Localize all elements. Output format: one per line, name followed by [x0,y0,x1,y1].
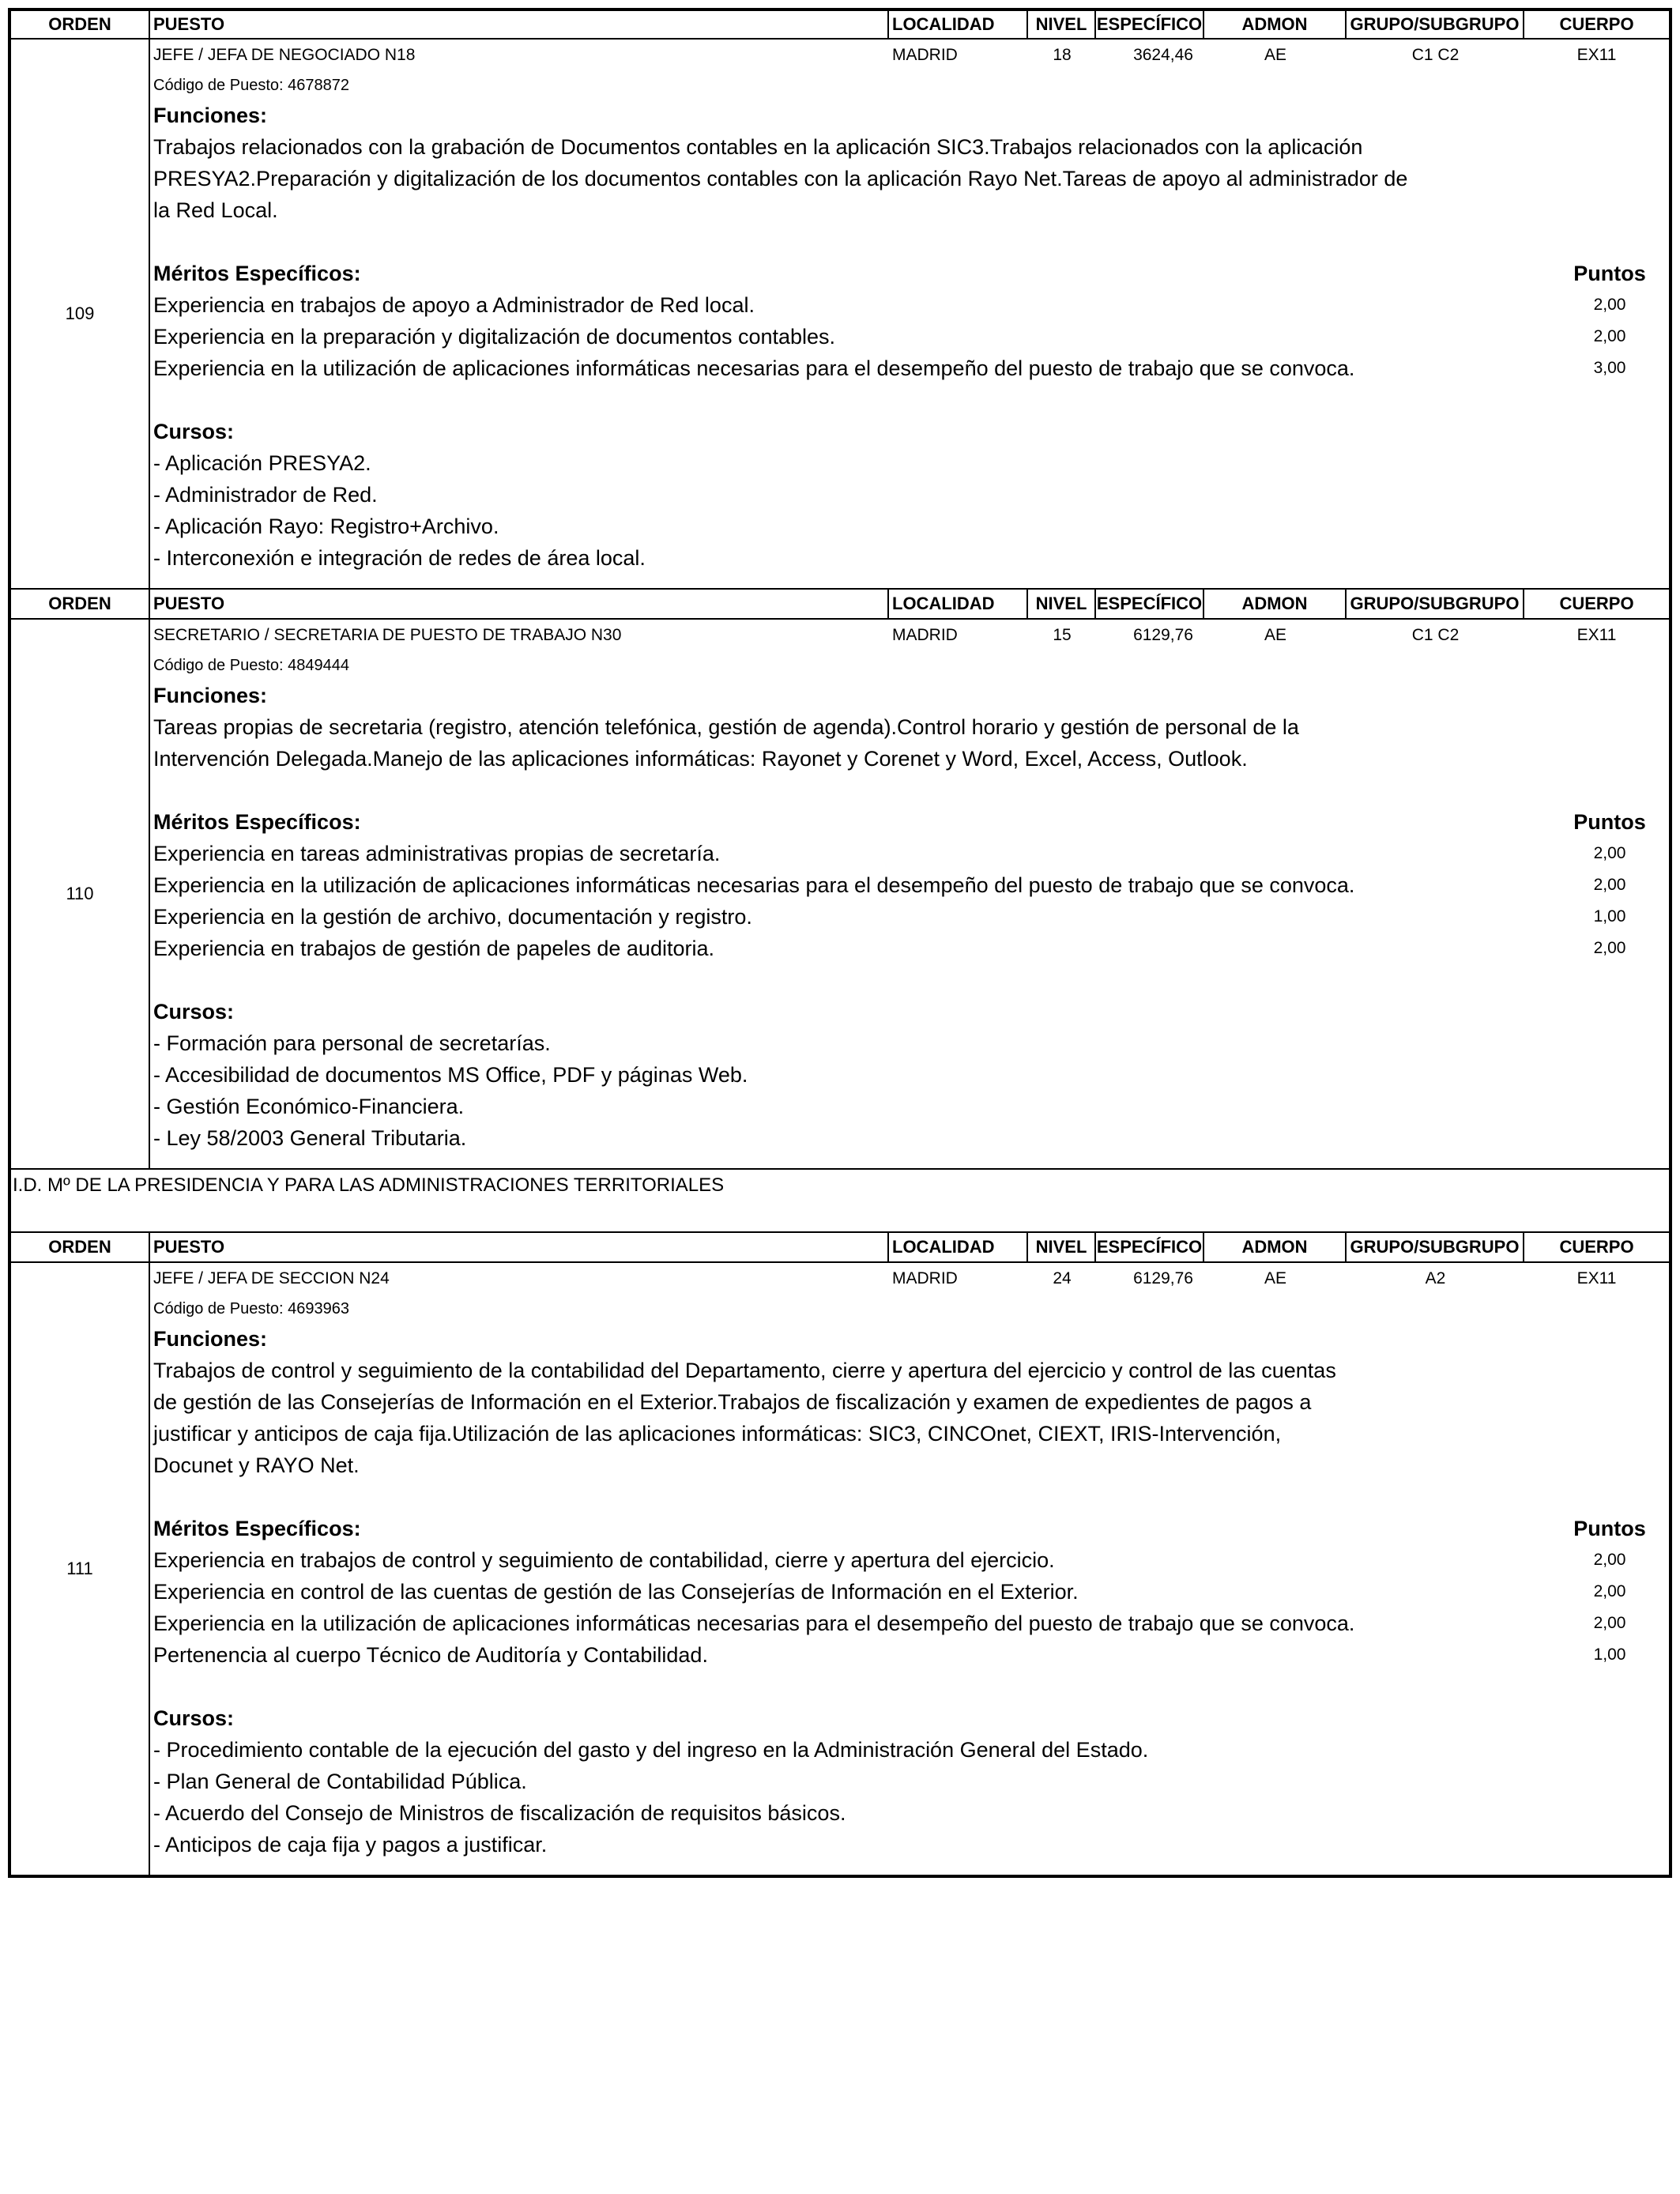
merit-item [153,1608,1669,1639]
merit-points: 2,00 [1593,876,1626,894]
meritos-label: Méritos Específicos: [153,809,361,834]
header-orden: ORDEN [11,590,150,618]
funciones-text [153,711,1512,775]
header-especifico: ESPECÍFICO [1096,11,1204,38]
funciones-label: Funciones: [153,1326,268,1351]
merit-points: 2,00 [1593,844,1626,862]
merit-points: 2,00 [1593,1551,1626,1569]
header-grupo: GRUPO/SUBGRUPO [1347,11,1524,38]
table-header [8,8,1672,40]
record-orden: 111 [11,1263,150,1875]
merit-points: 2,00 [1593,296,1626,314]
funciones-line: Trabajos relacionados con la grabación de Documentos contables en la aplicación SIC3.Trabajos relacionados con la aplicación [153,135,1363,159]
curso-item: - Gestión Económico-Financiera. [153,1094,465,1118]
curso-item: - Formación para personal de secretarías. [153,1031,551,1055]
record-codigo: Código de Puesto: 4693963 [153,1299,349,1318]
merit-points: 1,00 [1593,1646,1626,1664]
record-nivel: 15 [1053,626,1072,644]
record-codigo: Código de Puesto: 4678872 [153,76,349,94]
record-especifico: 3624,46 [1133,46,1193,64]
merit-text: Experiencia en trabajos de control y seguimiento de contabilidad, cierre y apertura del ejercicio. [153,1547,1055,1572]
header-nivel: NIVEL [1028,11,1096,38]
job-record [8,40,1672,588]
record-orden: 109 [11,40,150,588]
meritos-label: Méritos Específicos: [153,1516,361,1540]
curso-item: - Plan General de Contabilidad Pública. [153,1769,527,1793]
curso-item: - Ley 58/2003 General Tributaria. [153,1125,467,1150]
merit-points: 1,00 [1593,907,1626,925]
record-nivel: 18 [1053,46,1072,64]
merit-text: Experiencia en la utilización de aplicaciones informáticas necesarias para el desempeño del puesto de trabajo que se convoca. [153,1611,1355,1635]
header-cuerpo: CUERPO [1559,1237,1634,1257]
merit-item [153,321,1669,352]
header-orden: ORDEN [11,1233,150,1261]
header-localidad: LOCALIDAD [889,590,1028,618]
funciones-line: Docunet y RAYO Net. [153,1453,360,1477]
header-orden: ORDEN [11,11,150,38]
record-localidad: MADRID [892,1269,958,1287]
job-record [8,620,1672,1168]
header-admon: ADMON [1204,11,1347,38]
meritos-header [153,806,1669,838]
record-especifico: 6129,76 [1133,626,1193,644]
meritos-header [153,258,1669,289]
funciones-label: Funciones: [153,683,268,707]
merit-text: Experiencia en la preparación y digitalización de documentos contables. [153,324,836,349]
curso-item: - Administrador de Red. [153,482,378,507]
funciones-line: PRESYA2.Preparación y digitalización de los documentos contables con la aplicación Rayo Net.Tareas de apoyo al administrador de [153,167,1408,190]
header-nivel: NIVEL [1028,1233,1096,1261]
merit-item [153,1576,1669,1608]
funciones-line: Tareas propias de secretaria (registro, atención telefónica, gestión de agenda).Control horario y gestión de personal de la [153,715,1299,739]
curso-item: - Acuerdo del Consejo de Ministros de fiscalización de requisitos básicos. [153,1800,846,1825]
header-puesto: PUESTO [150,1233,889,1261]
table-header [8,588,1672,620]
merit-points: 2,00 [1593,1582,1626,1600]
merit-text: Experiencia en trabajos de gestión de papeles de auditoria. [153,936,714,960]
record-orden: 110 [11,620,150,1168]
header-especifico: ESPECÍFICO [1096,1233,1204,1261]
puntos-label: Puntos [1573,261,1646,285]
record-summary [153,620,1669,651]
funciones-line: la Red Local. [153,198,278,222]
record-puesto: JEFE / JEFA DE SECCION N24 [153,1269,390,1287]
record-cuerpo: EX11 [1576,626,1617,644]
header-puesto: PUESTO [150,590,889,618]
merit-points: 2,00 [1593,1614,1626,1632]
merit-points: 2,00 [1593,327,1626,345]
curso-item: - Aplicación Rayo: Registro+Archivo. [153,514,499,538]
header-admon: ADMON [1204,590,1347,618]
meritos-label: Méritos Específicos: [153,261,361,285]
header-grupo: GRUPO/SUBGRUPO [1347,590,1524,618]
cursos-label: Cursos: [153,999,235,1023]
record-nivel: 24 [1053,1269,1072,1287]
record-localidad: MADRID [892,46,958,64]
record-especifico: 6129,76 [1133,1269,1193,1287]
merit-points: 2,00 [1593,939,1626,957]
record-cuerpo: EX11 [1576,1269,1617,1287]
merit-item [153,1544,1669,1576]
header-cuerpo: CUERPO [1559,594,1634,613]
funciones-text [153,131,1512,226]
curso-item: - Aplicación PRESYA2. [153,450,371,475]
header-localidad: LOCALIDAD [889,11,1028,38]
merit-item [153,1639,1669,1671]
puntos-label: Puntos [1573,1516,1646,1540]
job-record [8,1263,1672,1875]
section-title: I.D. Mº DE LA PRESIDENCIA Y PARA LAS ADMINISTRACIONES TERRITORIALES [8,1168,1672,1231]
merit-text: Experiencia en la utilización de aplicaciones informáticas necesarias para el desempeño del puesto de trabajo que se convoca. [153,356,1355,380]
header-localidad: LOCALIDAD [889,1233,1028,1261]
funciones-line: Intervención Delegada.Manejo de las aplicaciones informáticas: Rayonet y Corenet y Word, Excel, Access, Outlook. [153,747,1248,771]
merit-item [153,352,1669,384]
merit-text: Experiencia en la utilización de aplicaciones informáticas necesarias para el desempeño del puesto de trabajo que se convoca. [153,873,1355,897]
funciones-line: justificar y anticipos de caja fija.Utilización de las aplicaciones informáticas: SIC3, CINCOnet, CIEXT, IRIS-Intervención, [153,1422,1282,1446]
table-bottom-border [8,1875,1672,1878]
document [8,8,1672,1878]
record-puesto: SECRETARIO / SECRETARIA DE PUESTO DE TRABAJO N30 [153,626,622,644]
record-summary [153,40,1669,71]
record-grupo: A2 [1425,1269,1446,1287]
merit-text: Experiencia en tareas administrativas propias de secretaría. [153,841,721,865]
cursos-label: Cursos: [153,1706,235,1730]
merit-text: Experiencia en trabajos de apoyo a Administrador de Red local. [153,292,755,317]
merit-item [153,901,1669,933]
header-grupo: GRUPO/SUBGRUPO [1347,1233,1524,1261]
curso-item: - Interconexión e integración de redes de área local. [153,545,646,570]
record-admon: AE [1264,46,1286,64]
record-grupo: C1 C2 [1411,46,1460,64]
merit-item [153,933,1669,964]
header-puesto: PUESTO [150,11,889,38]
curso-item: - Procedimiento contable de la ejecución del gasto y del ingreso en la Administración General del Estado. [153,1737,1149,1762]
header-cuerpo: CUERPO [1559,14,1634,34]
record-codigo: Código de Puesto: 4849444 [153,656,349,674]
record-summary [153,1263,1669,1295]
merit-item [153,289,1669,321]
record-admon: AE [1264,626,1286,644]
merit-item [153,838,1669,869]
funciones-text [153,1355,1512,1481]
record-grupo: C1 C2 [1411,626,1460,644]
curso-item: - Anticipos de caja fija y pagos a justificar. [153,1832,548,1857]
header-nivel: NIVEL [1028,590,1096,618]
record-cuerpo: EX11 [1576,46,1617,64]
meritos-header [153,1513,1669,1544]
puntos-label: Puntos [1573,809,1646,834]
table-header [8,1231,1672,1263]
header-especifico: ESPECÍFICO [1096,590,1204,618]
merit-item [153,869,1669,901]
merit-text: Experiencia en control de las cuentas de gestión de las Consejerías de Información en el Exterior. [153,1579,1079,1604]
merit-points: 3,00 [1593,359,1626,377]
curso-item: - Accesibilidad de documentos MS Office, PDF y páginas Web. [153,1062,748,1087]
header-admon: ADMON [1204,1233,1347,1261]
funciones-label: Funciones: [153,103,268,127]
merit-text: Experiencia en la gestión de archivo, documentación y registro. [153,904,752,929]
funciones-line: de gestión de las Consejerías de Información en el Exterior.Trabajos de fiscalización y examen de expedientes de pagos a [153,1390,1312,1414]
record-admon: AE [1264,1269,1286,1287]
merit-text: Pertenencia al cuerpo Técnico de Auditoría y Contabilidad. [153,1642,708,1667]
funciones-line: Trabajos de control y seguimiento de la contabilidad del Departamento, cierre y apertura del ejercicio y control de las cuentas [153,1359,1336,1382]
record-localidad: MADRID [892,626,958,644]
record-puesto: JEFE / JEFA DE NEGOCIADO N18 [153,46,416,64]
cursos-label: Cursos: [153,419,235,443]
